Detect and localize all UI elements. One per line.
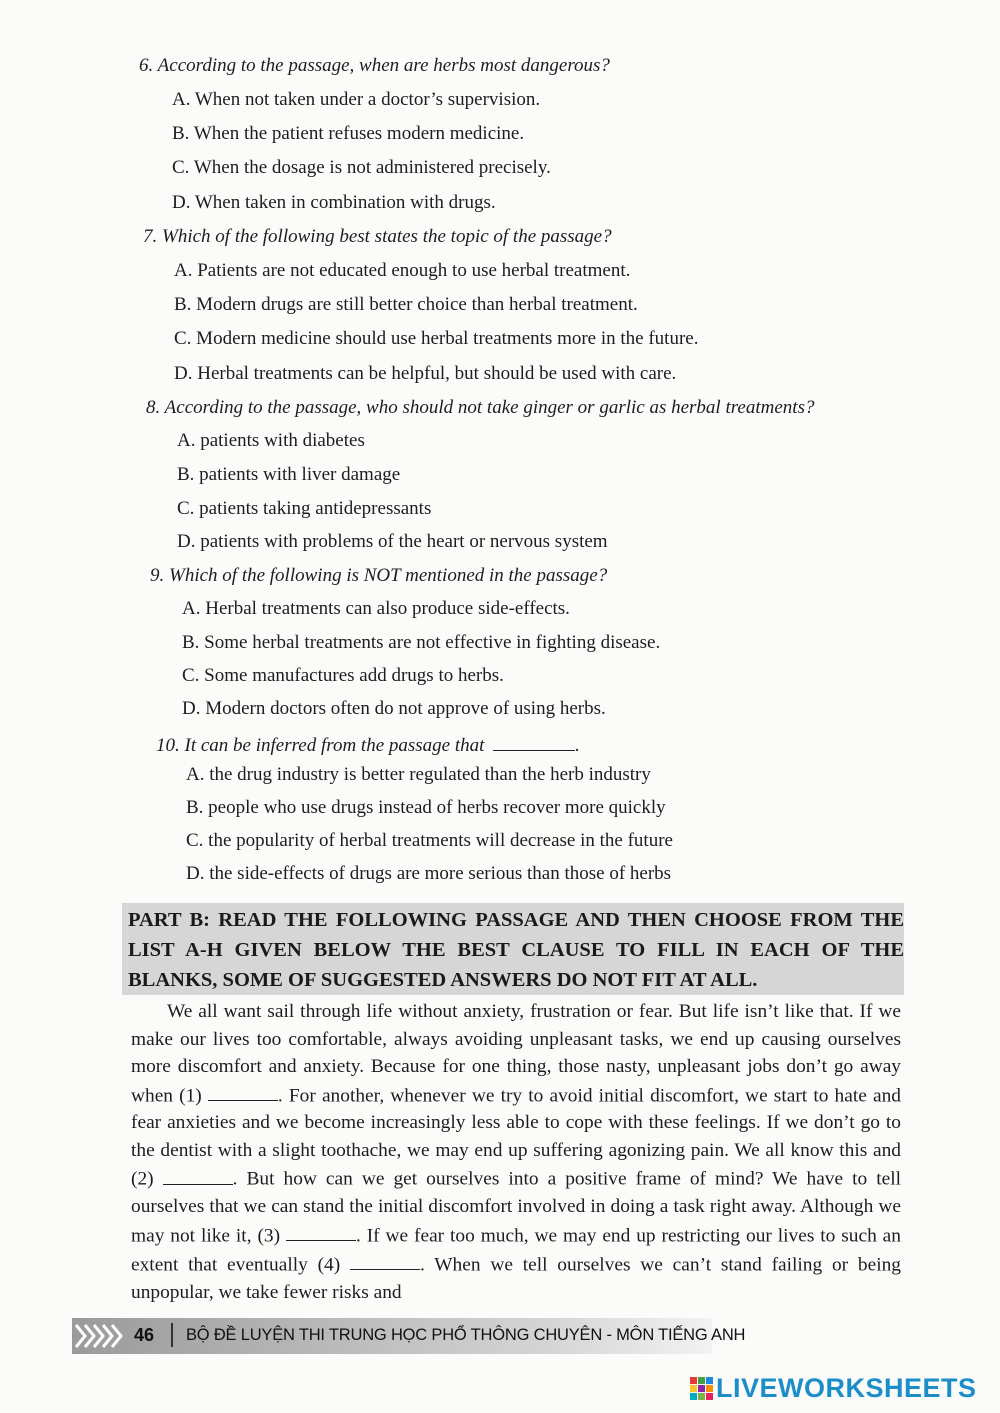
- blank-3: [286, 1221, 356, 1241]
- q8-option-d: D. patients with problems of the heart or nervous system: [177, 531, 608, 552]
- q7-option-d: D. Herbal treatments can be helpful, but should be used with care.: [174, 363, 677, 384]
- footer-divider: [171, 1323, 173, 1347]
- logo-square: [690, 1393, 697, 1400]
- q6-option-b: B. When the patient refuses modern medicine.: [172, 123, 525, 144]
- passage-segment-5: . When we tell ourselves we can’t stand failing or being unpopular, we take fewer risks and: [131, 1254, 901, 1303]
- blank-2: [163, 1164, 233, 1184]
- q7-option-c: C. Modern medicine should use herbal treatments more in the future.: [174, 328, 699, 349]
- blank-4: [350, 1250, 420, 1270]
- passage-segment-3: . But how can we get ourselves into a positive frame of mind? We have to tell ourselves that we can stand the initial discomfort involved in doing a task right away. Although we may not like it, (3): [131, 1168, 901, 1247]
- q9-option-c: C. Some manufactures add drugs to herbs.: [182, 665, 504, 686]
- q10-option-c: C. the popularity of herbal treatments will decrease in the future: [186, 830, 673, 851]
- q9-option-a: A. Herbal treatments can also produce side-effects.: [182, 598, 570, 619]
- question-7: 7. Which of the following best states the topic of the passage?: [143, 226, 612, 247]
- logo-square: [706, 1393, 713, 1400]
- q9-option-d: D. Modern doctors often do not approve of using herbs.: [182, 698, 606, 719]
- q8-option-c: C. patients taking antidepressants: [177, 498, 432, 519]
- logo-square: [690, 1385, 697, 1392]
- question-10-text: 10. It can be inferred from the passage that: [156, 735, 485, 756]
- passage-segment-1: We all want sail through life without anxiety, frustration or fear. But life isn’t like that. If we make our lives too comfortable, always avoiding unpleasant tasks, we end up causing ourselves more discomfort and anxiety. Because for one thing, those nasty, unpleasant jobs don’t go away when (1): [131, 1001, 901, 1106]
- q6-option-d: D. When taken in combination with drugs.: [172, 192, 496, 213]
- question-9: 9. Which of the following is NOT mentioned in the passage?: [150, 565, 608, 586]
- brand-name: LIVEWORKSHEETS: [716, 1372, 977, 1403]
- q7-option-a: A. Patients are not educated enough to use herbal treatment.: [174, 260, 631, 281]
- part-b-title: PART B: READ THE FOLLOWING PASSAGE AND THEN CHOOSE FROM THE LIST A-H GIVEN BELOW THE BEST CLAUSE TO FILL IN EACH OF THE BLANKS, SOME OF SUGGESTED ANSWERS DO NOT FIT AT ALL.: [128, 909, 904, 991]
- q10-option-b: B. people who use drugs instead of herbs recover more quickly: [186, 797, 666, 818]
- q9-option-b: B. Some herbal treatments are not effective in fighting disease.: [182, 632, 661, 653]
- question-8: 8. According to the passage, who should not take ginger or garlic as herbal treatments?: [146, 397, 815, 418]
- page-number: 46: [134, 1325, 155, 1345]
- logo-square: [706, 1377, 713, 1384]
- liveworksheets-logo-icon: [690, 1377, 713, 1400]
- q6-option-a: A. When not taken under a doctor’s supervision.: [172, 89, 541, 110]
- q8-option-b: B. patients with liver damage: [177, 464, 401, 485]
- liveworksheets-brand: [690, 1372, 977, 1404]
- part-b-passage: [131, 998, 901, 1306]
- q10-option-d: D. the side-effects of drugs are more serious than those of herbs: [186, 863, 672, 884]
- q6-option-c: C. When the dosage is not administered precisely.: [172, 157, 551, 178]
- q8-option-a: A. patients with diabetes: [177, 430, 365, 451]
- question-10-period: .: [575, 735, 580, 756]
- logo-square: [698, 1377, 705, 1384]
- question-6: 6. According to the passage, when are herbs most dangerous?: [139, 55, 610, 76]
- book-title: BỘ ĐỀ LUYỆN THI TRUNG HỌC PHỔ THÔNG CHUYÊN - MÔN TIẾNG ANH: [186, 1326, 746, 1344]
- passage-segment-2: . For another, whenever we try to avoid initial discomfort, we start to hate and fear anxieties and we become increasingly less able to cope with these feelings. If we don’t go to the dentist with a slight toothache, we may end up suffering agonizing pain. We all know this and (2): [131, 1084, 901, 1190]
- logo-square: [698, 1393, 705, 1400]
- logo-square: [706, 1385, 713, 1392]
- blank-1: [208, 1081, 278, 1101]
- chevrons-icon: [74, 1322, 124, 1350]
- logo-square: [698, 1385, 705, 1392]
- logo-square: [690, 1377, 697, 1384]
- passage-segment-4: . If we fear too much, we may end up restricting our lives to such an extent that eventually (4): [131, 1225, 901, 1276]
- q10-option-a: A. the drug industry is better regulated than the herb industry: [186, 764, 651, 785]
- question-10-blank: [493, 731, 575, 751]
- q7-option-b: B. Modern drugs are still better choice than herbal treatment.: [174, 294, 638, 315]
- question-10: [156, 731, 580, 757]
